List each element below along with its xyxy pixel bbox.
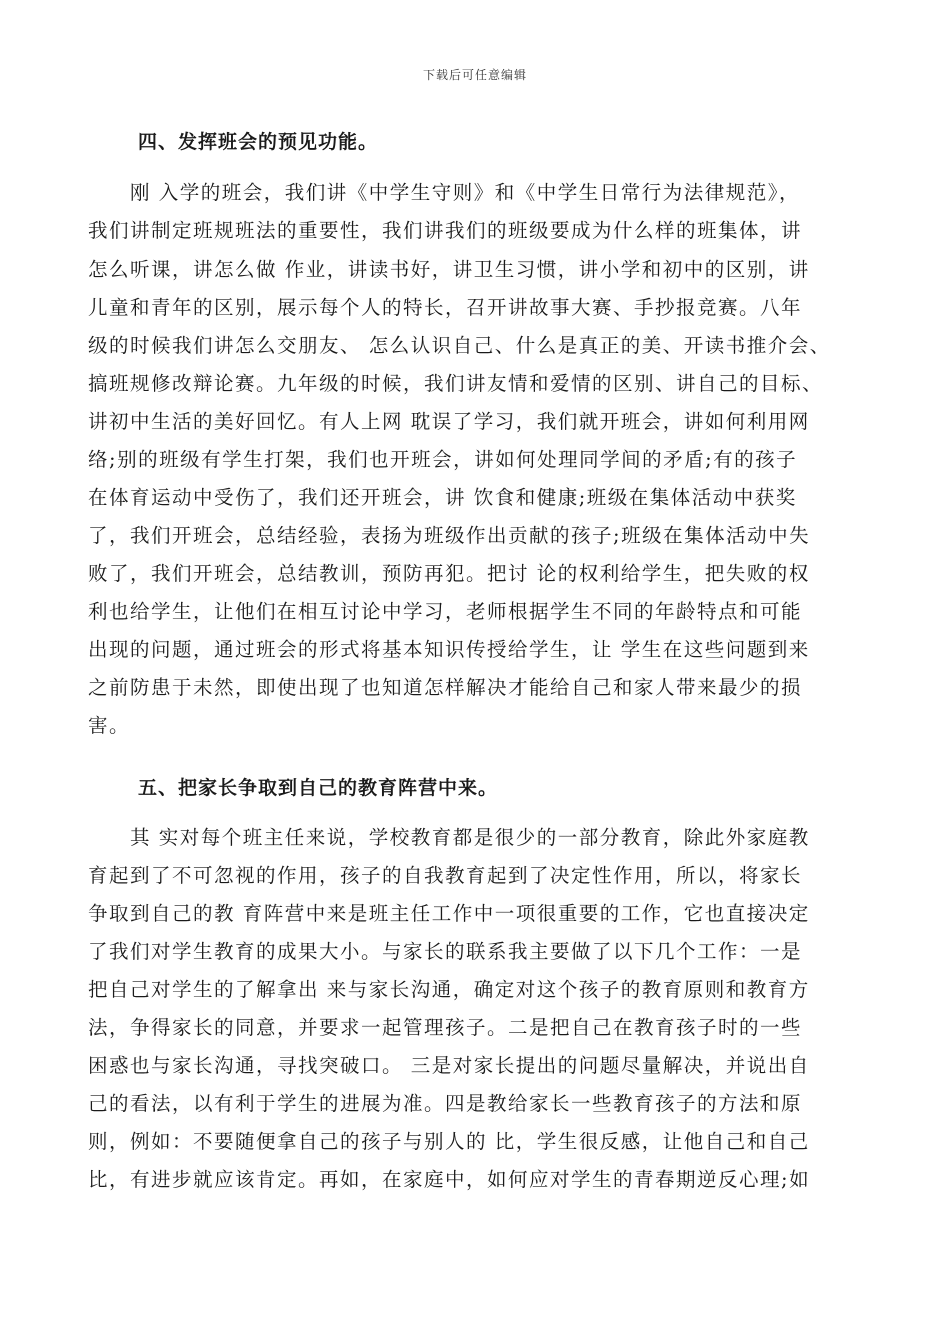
section-heading-5: 五、把家长争取到自己的教育阵营中来。 — [138, 777, 499, 799]
paragraph-line: 败了，我们开班会，总结教训，预防再犯。把讨 论的权利给学生，把失败的权 — [88, 562, 810, 585]
paragraph-line: 则，例如：不要随便拿自己的孩子与别人的 比，学生很反感，让他自己和自己 — [88, 1130, 810, 1153]
paragraph-line: 害。 — [88, 714, 131, 737]
paragraph-line: 其 实对每个班主任来说，学校教育都是很少的一部分教育，除此外家庭教 — [88, 826, 810, 849]
paragraph-line: 困惑也与家长沟通，寻找突破口。 三是对家长提出的问题尽量解决，并说出自 — [88, 1054, 810, 1077]
header-note: 下载后可任意编辑 — [422, 68, 527, 82]
paragraph-line: 争取到自己的教 育阵营中来是班主任工作中一项很重要的工作，它也直接决定 — [88, 902, 810, 925]
paragraph-line: 怎么听课，讲怎么做 作业，讲读书好，讲卫生习惯，讲小学和初中的区别，讲 — [88, 258, 810, 281]
paragraph-line: 了，我们开班会，总结经验，表扬为班级作出贡献的孩子;班级在集体活动中失 — [88, 524, 811, 547]
paragraph-line: 刚 入学的班会，我们讲《中学生守则》和《中学生日常行为法律规范》， — [88, 181, 800, 204]
paragraph-line: 己的看法，以有利于学生的进展为准。四是教给家长一些教育孩子的方法和原 — [88, 1092, 803, 1115]
paragraph-line: 在体育运动中受伤了，我们还开班会，讲 饮食和健康;班级在集体活动中获奖 — [88, 486, 797, 509]
paragraph-line: 了我们对学生教育的成果大小。与家长的联系我主要做了以下几个工作：一是 — [88, 940, 803, 963]
paragraph-line: 络;别的班级有学生打架，我们也开班会，讲如何处理同学间的矛盾;有的孩子 — [88, 448, 798, 471]
paragraph-line: 级的时候我们讲怎么交朋友、 怎么认识自己、什么是真正的美、开读书推介会、 — [88, 334, 831, 357]
paragraph-line: 儿童和青年的区别，展示每个人的特长，召开讲故事大赛、手抄报竞赛。八年 — [88, 296, 803, 319]
paragraph-line: 把自己对学生的了解拿出 来与家长沟通，确定对这个孩子的教育原则和教育方 — [88, 978, 810, 1001]
paragraph-line: 利也给学生，让他们在相互讨论中学习，老师根据学生不同的年龄特点和可能 — [88, 600, 803, 623]
paragraph-line: 法，争得家长的同意，并要求一起管理孩子。二是把自己在教育孩子时的一些 — [88, 1016, 803, 1039]
paragraph-line: 搞班规修改辩论赛。九年级的时候，我们讲友情和爱情的区别、讲自己的目标、 — [88, 372, 824, 395]
paragraph-line: 育起到了不可忽视的作用，孩子的自我教育起到了决定性作用，所以，将家长 — [88, 864, 803, 887]
paragraph-line: 比，有进步就应该肯定。再如，在家庭中，如何应对学生的青春期逆反心理;如 — [88, 1168, 811, 1191]
paragraph-line: 讲初中生活的美好回忆。有人上网 耽误了学习，我们就开班会，讲如何利用网 — [88, 410, 810, 433]
paragraph-line: 我们讲制定班规班法的重要性，我们讲我们的班级要成为什么样的班集体，讲 — [88, 219, 803, 242]
paragraph-line: 出现的问题，通过班会的形式将基本知识传授给学生，让 学生在这些问题到来 — [88, 638, 810, 661]
paragraph-line: 之前防患于未然，即使出现了也知道怎样解决才能给自己和家人带来最少的损 — [88, 676, 803, 699]
section-heading-4: 四、发挥班会的预见功能。 — [138, 131, 379, 153]
